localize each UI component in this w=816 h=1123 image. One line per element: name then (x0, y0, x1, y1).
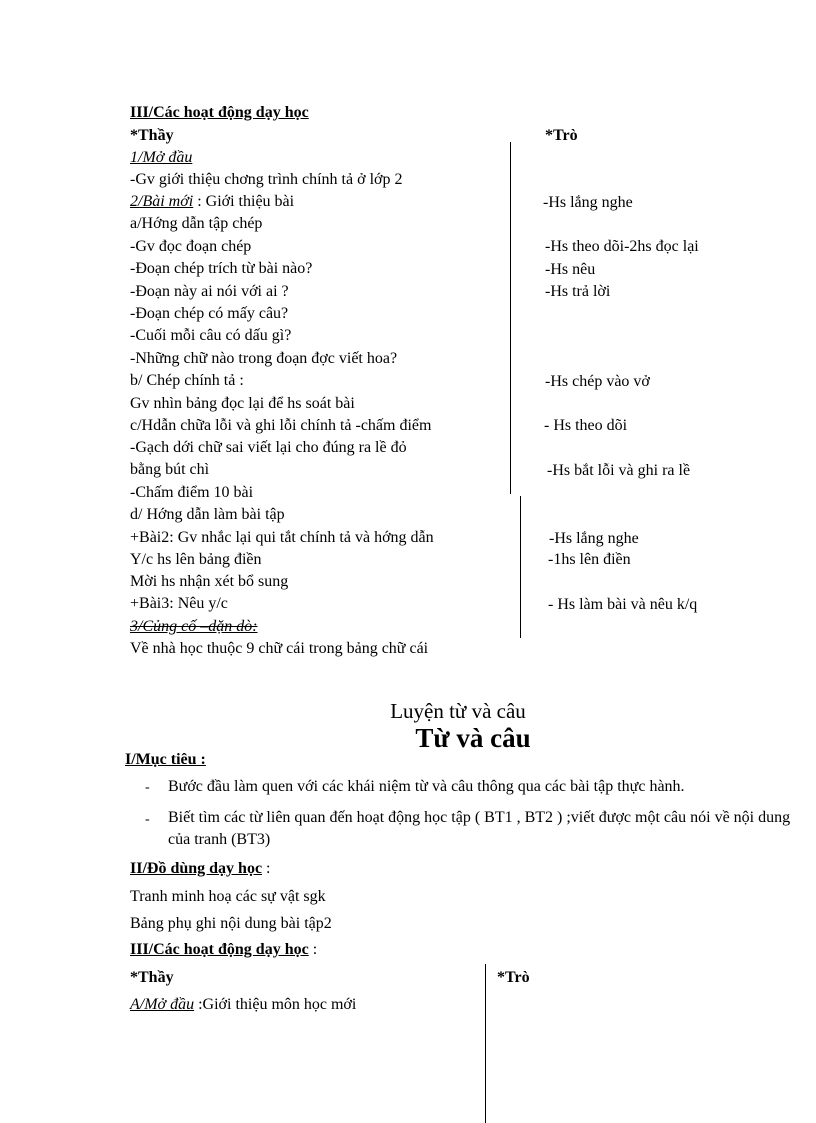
teacher-column-label: *Thầy (130, 127, 174, 144)
teacher-line: d/ Hớng dẫn làm bài tập (130, 506, 285, 523)
opening-heading-2: A/Mở đầu (130, 996, 195, 1013)
teacher-line: -Gv đọc đoạn chép (130, 238, 252, 255)
column-divider (485, 964, 486, 1123)
student-line: - Hs làm bài và nêu k/q (548, 596, 698, 613)
teacher-line: Về nhà học thuộc 9 chữ cái trong bảng chữ cái (130, 640, 429, 657)
teacher-line: Gv nhìn bảng đọc lại để hs soát bài (130, 395, 355, 412)
teacher-line: +Bài3: Nêu y/c (130, 595, 228, 612)
opening-line (130, 995, 356, 1015)
student-line: -Hs chép vào vở (545, 373, 650, 390)
opening-heading: 1/Mở đầu (130, 149, 193, 166)
teacher-line: -Đoạn chép trích từ bài nào? (130, 260, 313, 277)
student-line: -Hs lắng nghe (549, 530, 639, 547)
teacher-line: Y/c hs lên bảng điền (130, 551, 262, 568)
student-line: -Hs lắng nghe (543, 194, 633, 211)
column-divider (510, 142, 511, 494)
teacher-line: b/ Chép chính tả : (130, 372, 244, 389)
closing-heading: 3/Củng cố –dặn dò: (130, 618, 258, 635)
activities-heading-2: III/Các hoạt động dạy học (130, 941, 309, 958)
activities-heading: III/Các hoạt động dạy học (130, 104, 309, 121)
teacher-line: Mời hs nhận xét bổ sung (130, 573, 289, 590)
objective-item: Bước đầu làm quen với các khái niệm từ và câu thông qua các bài tập thực hành. (168, 778, 685, 795)
student-line: -1hs lên điền (548, 551, 631, 568)
student-line: -Hs bắt lỗi và ghi ra lề (547, 462, 691, 479)
new-lesson-text: : Giới thiệu bài (193, 193, 295, 210)
teacher-line: a/Hớng dẫn tập chép (130, 215, 263, 232)
materials-colon: : (262, 860, 271, 877)
activities-line (130, 940, 317, 960)
teacher-line: +Bài2: Gv nhắc lại qui tắt chính tả và hớng dẫn (130, 529, 434, 546)
objectives-heading: I/Mục tiêu : (125, 751, 206, 768)
teacher-line: bằng bút chì (130, 461, 210, 478)
student-line: -Hs theo dõi-2hs đọc lại (545, 238, 699, 255)
material-item: Tranh minh hoạ các sự vật sgk (130, 888, 326, 905)
column-divider-lower (520, 496, 521, 638)
student-column-label: *Trò (545, 127, 578, 144)
student-line: - Hs theo dõi (544, 417, 628, 434)
teacher-line: -Gạch dới chữ sai viết lại cho đúng ra lề đỏ (130, 439, 407, 456)
objective-item: Biết tìm các từ liên quan đến hoạt động học tập ( BT1 , BT2 ) ;viết được một câu nói về nội dung của tranh (BT3) (168, 809, 791, 848)
student-column-label: *Trò (497, 969, 530, 986)
activities-colon: : (308, 941, 318, 958)
teacher-line: -Đoạn này ai nói với ai ? (130, 283, 289, 300)
teacher-line: -Gv giới thiệu chơng trình chính tả ở lớp 2 (130, 171, 403, 188)
teacher-line: -Những chữ nào trong đoạn đợc viết hoa? (130, 350, 398, 367)
student-line: -Hs trả lời (545, 283, 611, 300)
bullet-marker: - (145, 812, 150, 827)
new-lesson-line (130, 192, 294, 212)
new-lesson-heading: 2/Bài mới (130, 193, 194, 210)
student-line: -Hs nêu (545, 261, 596, 278)
lesson-title: Từ và câu (415, 723, 531, 753)
materials-line (130, 859, 271, 879)
teacher-line: -Chấm điểm 10 bài (130, 484, 254, 501)
material-item: Bảng phụ ghi nội dung bài tập2 (130, 915, 332, 932)
teacher-line: -Cuối mỗi câu có dấu gì? (130, 327, 292, 344)
materials-heading: II/Đồ dùng dạy học (130, 860, 263, 877)
subject-title: Luyện từ và câu (390, 699, 526, 723)
teacher-line: c/Hdẫn chữa lỗi và ghi lỗi chính tả -chấm điểm (130, 417, 432, 434)
opening-text: :Giới thiệu môn học mới (194, 996, 357, 1013)
teacher-line: -Đoạn chép có mấy câu? (130, 305, 289, 322)
teacher-column-label: *Thầy (130, 969, 174, 986)
bullet-marker: - (145, 780, 150, 795)
